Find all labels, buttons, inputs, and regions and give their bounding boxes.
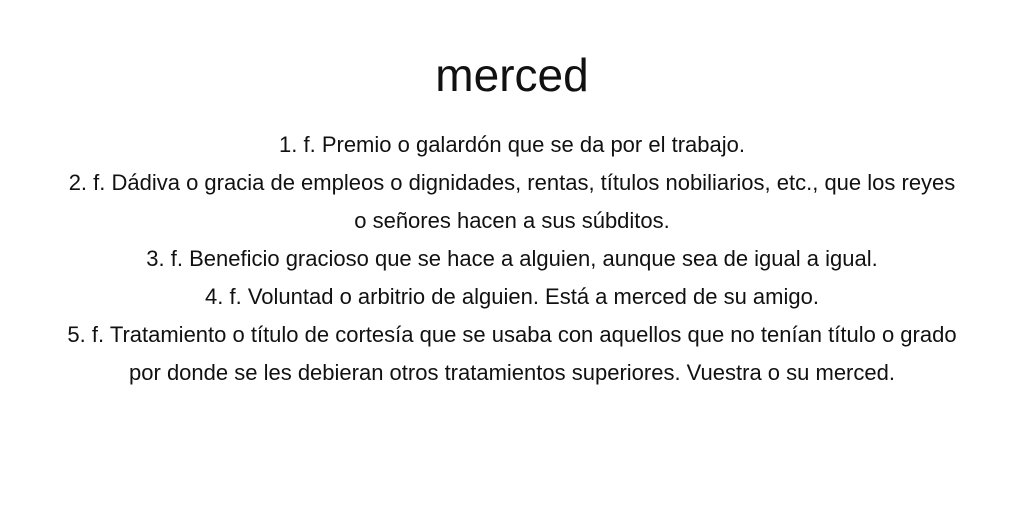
definition-item-5: 5. f. Tratamiento o título de cortesía que se usaba con aquellos que no tenían título o grado por donde se les debieran otros tratamientos superiores. Vuestra o su merced. [67,322,957,385]
definition-item-2: 2. f. Dádiva o gracia de empleos o dignidades, rentas, títulos nobiliarios, etc., que los reyes o señores hacen a sus súbditos. [68,170,956,233]
definition-item-1: 1. f. Premio o galardón que se da por el trabajo. [279,132,745,157]
definition-list [62,126,962,392]
definition-item-4: 4. f. Voluntad o arbitrio de alguien. Está a merced de su amigo. [205,284,819,309]
definition-item-3: 3. f. Beneficio gracioso que se hace a alguien, aunque sea de igual a igual. [146,246,878,271]
entry-headword: merced [435,49,589,101]
